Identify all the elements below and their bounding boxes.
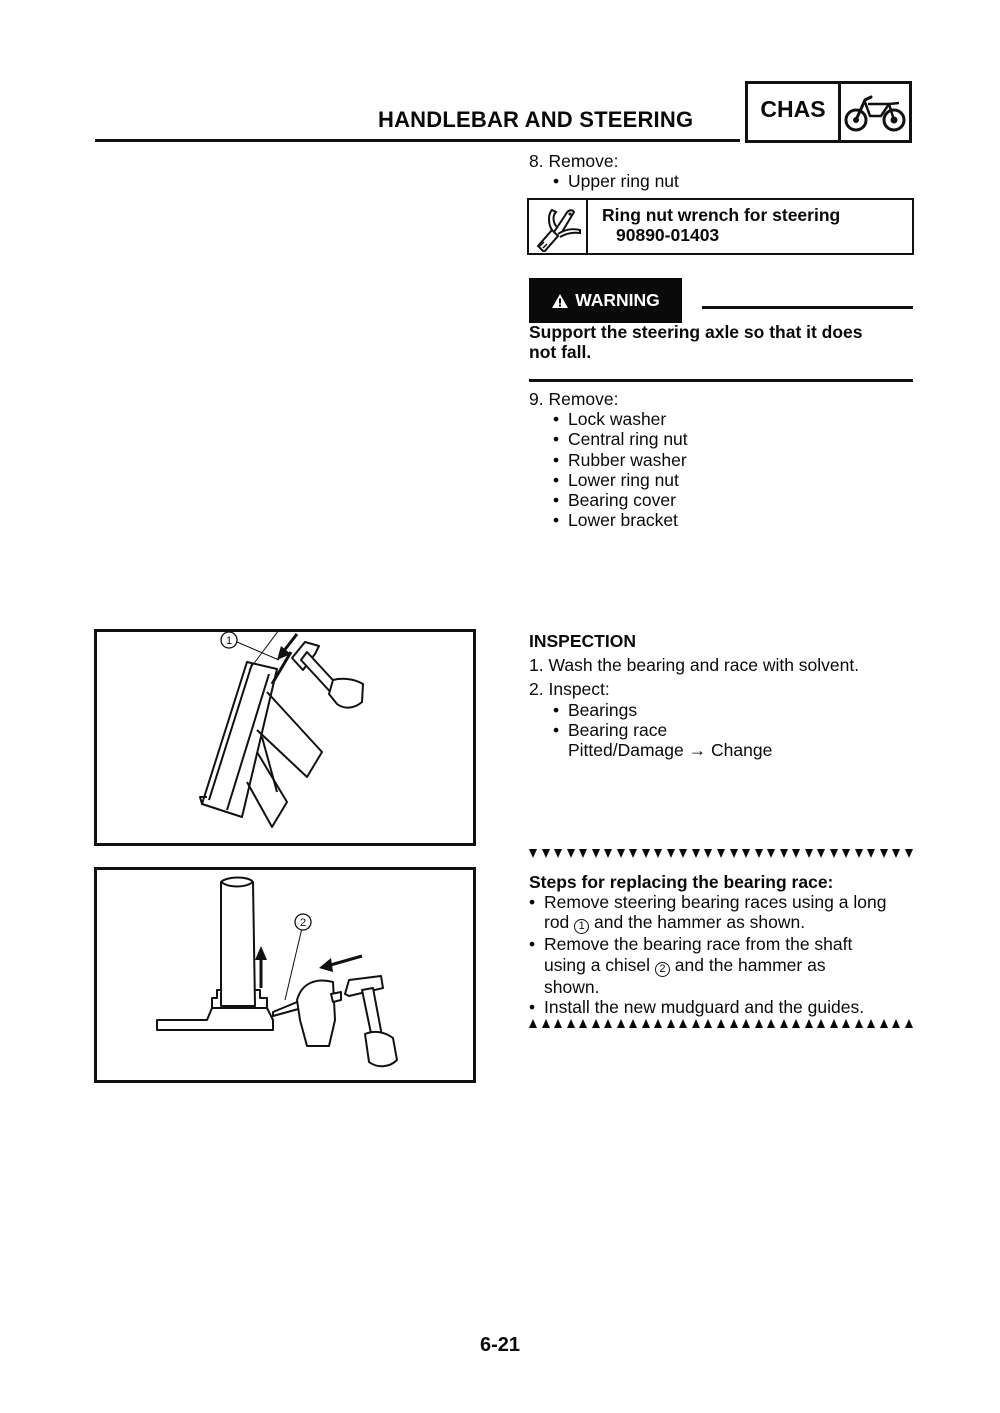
reference-number: 1 <box>574 919 589 934</box>
triangle-down-icon <box>892 849 900 858</box>
triangle-up-icon <box>679 1019 687 1028</box>
svg-text:1: 1 <box>225 635 233 647</box>
step-action: Remove: <box>548 389 619 409</box>
triangle-down-icon <box>654 849 662 858</box>
triangle-up-icon <box>629 1019 637 1028</box>
step-number: 9. <box>529 389 544 409</box>
triangle-down-icon <box>542 849 550 858</box>
triangle-up-icon <box>567 1019 575 1028</box>
triangle-up-icon <box>717 1019 725 1028</box>
triangle-down-icon <box>792 849 800 858</box>
triangle-up-icon <box>780 1019 788 1028</box>
step-number: 8. <box>529 151 544 171</box>
special-tool-box <box>527 198 914 255</box>
triangle-down-icon <box>880 849 888 858</box>
list-item: • Lower ring nut <box>553 469 679 490</box>
tool-name: Ring nut wrench for steering <box>602 205 841 225</box>
triangle-down-icon <box>592 849 600 858</box>
list-item: • Central ring nut <box>553 429 688 450</box>
motorcycle-icon <box>841 84 909 140</box>
triangle-up-icon <box>817 1019 825 1028</box>
header-divider <box>95 139 740 142</box>
triangle-up-icon <box>880 1019 888 1028</box>
arrow-right-icon: → <box>688 740 707 761</box>
step-9 <box>529 389 688 530</box>
list-item: • Install the new mudguard and the guides. <box>529 996 865 1017</box>
triangle-down-icon <box>755 849 763 858</box>
triangle-up-icon <box>604 1019 612 1028</box>
page-number: 6-21 <box>479 1334 521 1356</box>
triangle-down-icon <box>692 849 700 858</box>
procedure-section <box>529 872 919 1017</box>
triangle-up-icon <box>805 1019 813 1028</box>
svg-text:2: 2 <box>299 917 307 929</box>
triangle-down-icon <box>617 849 625 858</box>
triangle-down-icon <box>604 849 612 858</box>
triangle-down-icon <box>629 849 637 858</box>
triangle-down-icon <box>805 849 813 858</box>
triangle-up-icon <box>842 1019 850 1028</box>
section-badge <box>745 81 912 143</box>
triangle-down-icon <box>642 849 650 858</box>
bullet: • <box>553 171 560 192</box>
warning-divider-bottom <box>529 379 913 382</box>
triangle-up-icon <box>767 1019 775 1028</box>
triangle-down-icon <box>905 849 913 858</box>
steering-head-rod-illustration <box>97 632 473 843</box>
triangle-up-icon <box>642 1019 650 1028</box>
step-8 <box>529 151 679 191</box>
triangle-down-icon <box>867 849 875 858</box>
warning-label: WARNING <box>575 290 660 310</box>
warning-triangle-icon <box>551 293 569 309</box>
warning-text: Support the steering axle so that it does not fall. <box>529 322 863 363</box>
warning-badge <box>529 278 682 323</box>
triangle-up-icon <box>730 1019 738 1028</box>
inspection-step: 2. Inspect: <box>529 679 610 700</box>
figure-long-rod <box>94 629 476 846</box>
triangle-down-icon <box>679 849 687 858</box>
triangle-down-icon <box>554 849 562 858</box>
triangle-down-icon <box>855 849 863 858</box>
triangle-up-icon <box>905 1019 913 1028</box>
triangle-down-icon <box>667 849 675 858</box>
list-item: • Lower bracket <box>553 510 678 531</box>
triangle-up-icon <box>692 1019 700 1028</box>
list-item: • Remove the bearing race from the shaft using a chisel 2 and the hammer as shown. <box>529 934 853 997</box>
list-item: • Remove steering bearing races using a long rod 1 and the hammer as shown. <box>529 892 887 933</box>
triangle-up-icon <box>654 1019 662 1028</box>
triangle-down-icon <box>830 849 838 858</box>
triangle-up-icon <box>755 1019 763 1028</box>
triangle-down-icon <box>842 849 850 858</box>
triangle-up-icon <box>542 1019 550 1028</box>
triangle-up-icon <box>855 1019 863 1028</box>
triangle-down-icon <box>780 849 788 858</box>
triangle-down-icon <box>567 849 575 858</box>
ring-nut-wrench-icon <box>529 200 588 253</box>
list-item: • Upper ring nut <box>553 171 679 192</box>
list-item: • Bearing cover <box>553 490 676 511</box>
triangle-up-icon <box>742 1019 750 1028</box>
triangle-down-icon <box>817 849 825 858</box>
triangle-up-icon <box>592 1019 600 1028</box>
page-title: HANDLEBAR AND STEERING <box>378 107 694 132</box>
triangle-up-icon <box>529 1019 537 1028</box>
triangle-down-icon <box>529 849 537 858</box>
triangle-up-icon <box>617 1019 625 1028</box>
inspection-criteria: Pitted/Damage → Change <box>568 740 773 761</box>
triangle-up-icon <box>830 1019 838 1028</box>
triangle-down-icon <box>704 849 712 858</box>
list-item: • Rubber washer <box>553 449 687 470</box>
list-item: • Lock washer <box>553 409 667 430</box>
list-item: • Bearings <box>553 699 638 720</box>
triangle-up-icon <box>667 1019 675 1028</box>
list-item: • Bearing race <box>553 719 668 740</box>
figure-chisel <box>94 867 476 1083</box>
triangle-down-icon <box>742 849 750 858</box>
inspection-step: 1. Wash the bearing and race with solvent. <box>529 655 860 676</box>
triangle-down-icon <box>717 849 725 858</box>
triangle-up-icon <box>867 1019 875 1028</box>
triangle-up-icon <box>792 1019 800 1028</box>
tool-part-number: 90890-01403 <box>616 225 720 245</box>
tool-info <box>588 200 840 253</box>
section-code: CHAS <box>748 84 841 140</box>
triangle-up-icon <box>579 1019 587 1028</box>
warning-divider-top <box>702 306 913 309</box>
procedure-heading: Steps for replacing the bearing race: <box>529 872 834 892</box>
reference-number: 2 <box>655 962 670 977</box>
inspection-section <box>529 631 859 760</box>
triangle-up-icon <box>892 1019 900 1028</box>
triangle-down-icon <box>767 849 775 858</box>
triangle-up-icon <box>554 1019 562 1028</box>
triangle-up-icon <box>704 1019 712 1028</box>
step-action: Remove: <box>548 151 619 171</box>
triangle-down-icon <box>579 849 587 858</box>
triangle-down-icon <box>730 849 738 858</box>
procedure-end-divider <box>529 1019 913 1031</box>
section-heading: INSPECTION <box>529 631 636 651</box>
bearing-race-chisel-illustration <box>97 870 473 1080</box>
procedure-start-divider <box>529 849 913 861</box>
